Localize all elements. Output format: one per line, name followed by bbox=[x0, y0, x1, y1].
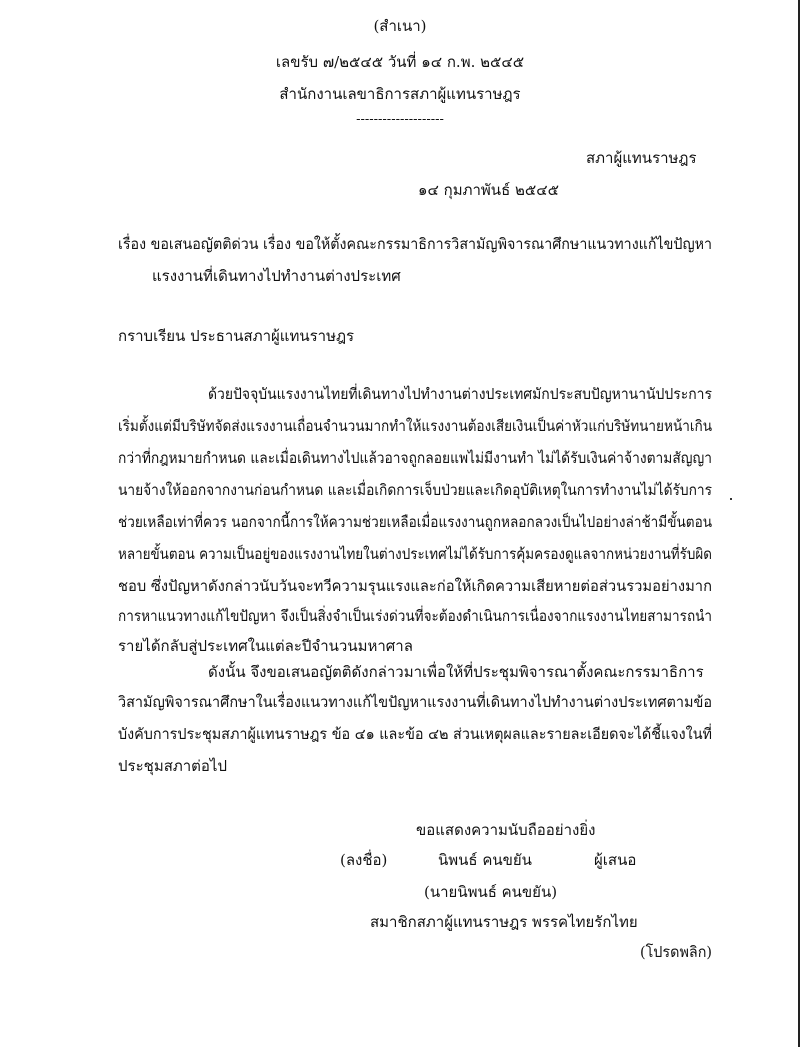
body-line: บังคับการประชุมสภาผู้แทนราษฎร ข้อ ๔๑ และข้อ ๔๒ ส่วนเหตุผลและรายละเอียดจะได้ชี้แจงในที่ bbox=[118, 725, 713, 743]
turn-over-note: (โปรดพลิก) bbox=[640, 943, 712, 961]
body-line: ประชุมสภาต่อไป bbox=[118, 757, 227, 775]
receipt-line: เลขรับ ๗/๒๕๔๕ วันที่ ๑๔ ก.พ. ๒๕๔๕ bbox=[275, 53, 525, 71]
addressee-place: สภาผู้แทนราษฎร bbox=[586, 149, 697, 167]
body-line: ช่วยเหลือเท่าที่ควร นอกจากนี้การให้ความช่วยเหลือเมื่อแรงงานถูกหลอกลวงเป็นไปอย่างล่าช้ามีขั้นตอน bbox=[118, 513, 713, 531]
proposer-role: ผู้เสนอ bbox=[594, 851, 637, 869]
body-line: ดังนั้น จึงขอเสนอญัตติดังกล่าวมาเพื่อให้ที่ประชุมพิจารณาตั้งคณะกรรมาธิการ bbox=[208, 663, 704, 681]
signer-name: นิพนธ์ คนขยัน bbox=[438, 851, 532, 869]
body-line: รายได้กลับสู่ประเทศในแต่ละปีจำนวนมหาศาล bbox=[118, 637, 413, 655]
signer-full-name: (นายนิพนธ์ คนขยัน) bbox=[424, 883, 558, 901]
signer-affiliation: สมาชิกสภาผู้แทนราษฎร พรรคไทยรักไทย bbox=[370, 913, 638, 931]
scan-speck bbox=[730, 498, 732, 500]
sign-label: (ลงชื่อ) bbox=[340, 851, 388, 869]
copy-mark: (สำเนา) bbox=[373, 17, 427, 35]
closing-respect: ขอแสดงความนับถืออย่างยิ่ง bbox=[416, 821, 596, 839]
body-line: การหาแนวทางแก้ไขปัญหา จึงเป็นสิ่งจำเป็นเร่งด่วนที่จะต้องดำเนินการเนื่องจากแรงงานไทยสามารถนำ bbox=[118, 607, 713, 625]
body-line: ด้วยปัจจุบันแรงงานไทยที่เดินทางไปทำงานต่างประเทศมักประสบปัญหานานัปประการ bbox=[208, 385, 712, 403]
office-name: สำนักงานเลขาธิการสภาผู้แทนราษฎร bbox=[279, 85, 521, 103]
body-line: วิสามัญพิจารณาศึกษาในเรื่องแนวทางแก้ไขปัญหาแรงงานที่เดินทางไปทำงานต่างประเทศตามข้อ bbox=[118, 693, 713, 711]
separator-line: -------------------- bbox=[356, 112, 444, 127]
body-line: นายจ้างให้ออกจากงานก่อนกำหนด และเมื่อเกิดการเจ็บป่วยและเกิดอุบัติเหตุในการทำงานไม่ได้รับการ bbox=[118, 481, 712, 499]
subject-line-1: เรื่อง ขอเสนอญัตติด่วน เรื่อง ขอให้ตั้งคณะกรรมาธิการวิสามัญพิจารณาศึกษาแนวทางแก้ไขปัญหา bbox=[118, 235, 713, 253]
body-line: ชอบ ซึ่งปัญหาดังกล่าวนับวันจะทวีความรุนแรงและก่อให้เกิดความเสียหายต่อส่วนรวมอย่างมาก bbox=[118, 577, 712, 595]
body-line: กว่าที่กฎหมายกำหนด และเมื่อเดินทางไปแล้วอาจถูกลอยแพไม่มีงานทำ ไม่ได้รับเงินค่าจ้างตามสัญญา bbox=[118, 449, 712, 467]
salutation: กราบเรียน ประธานสภาผู้แทนราษฎร bbox=[118, 327, 355, 345]
body-line: หลายขั้นตอน ความเป็นอยู่ของแรงงานไทยในต่างประเทศไม่ได้รับการคุ้มครองดูแลจากหน่วยงานที่รับผิด bbox=[118, 545, 712, 563]
letter-date: ๑๔ กุมภาพันธ์ ๒๕๔๕ bbox=[418, 181, 559, 199]
body-line: เริ่มตั้งแต่มีบริษัทจัดส่งแรงงานเถื่อนจำนวนมากทำให้แรงงานต้องเสียเงินเป็นค่าหัวแก่บริษัทนายหน้าเกิน bbox=[118, 417, 712, 435]
subject-line-2: แรงงานที่เดินทางไปทำงานต่างประเทศ bbox=[152, 267, 401, 285]
